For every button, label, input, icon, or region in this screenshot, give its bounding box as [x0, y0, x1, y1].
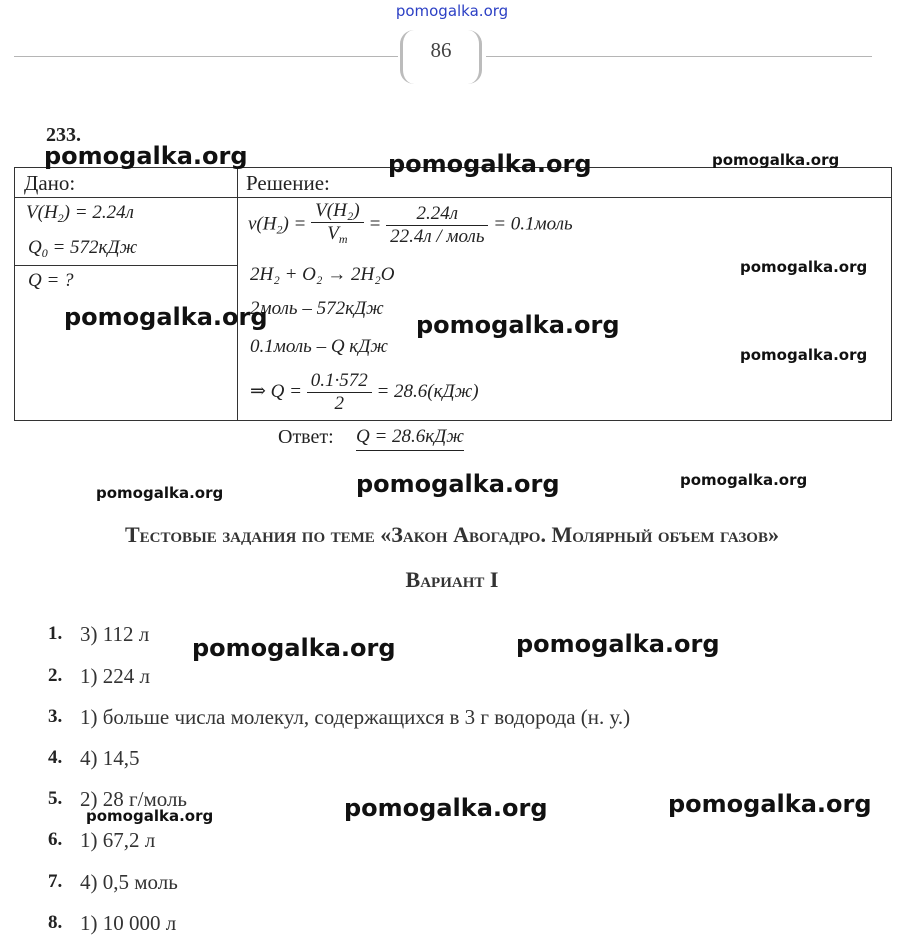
- variant-title: Вариант I: [405, 567, 499, 592]
- watermark: pomogalka.org: [388, 150, 592, 178]
- fraction-numeric: [386, 203, 488, 248]
- given-heat-lhs: Q: [28, 237, 42, 258]
- heat-result: = 28.6(кДж): [376, 380, 479, 402]
- given-label: Дано:: [24, 171, 76, 195]
- molar-volume-sub: m: [338, 232, 348, 246]
- watermark: pomogalka.org: [668, 790, 872, 818]
- watermark: pomogalka.org: [356, 470, 560, 498]
- given-heat-sub: 0: [41, 246, 48, 260]
- fraction-volume-num: V(H₂): [311, 200, 364, 223]
- item-answer-5: 2) 28 г/моль: [80, 787, 188, 811]
- molar-volume-symbol: V: [327, 223, 339, 244]
- site-header-link[interactable]: pomogalka.org: [395, 2, 509, 20]
- item-number-1: 1.: [48, 623, 63, 644]
- watermark: pomogalka.org: [344, 794, 548, 822]
- heat-lhs: ⇒ Q =: [250, 380, 302, 402]
- test-section-title: Тестовые задания по теме «Закон Авогадро. Молярный объем газов»: [125, 522, 779, 547]
- answer-value: Q = 28.6кДж: [356, 426, 464, 451]
- fraction-volume-den: [311, 223, 364, 250]
- given-volume-sub: H: [43, 202, 58, 223]
- find-quantity: Q = ?: [28, 270, 74, 291]
- watermark: pomogalka.org: [712, 151, 840, 169]
- item-answer-7: 4) 0,5 моль: [80, 870, 178, 894]
- fraction-volume-ratio: [311, 200, 364, 250]
- given-heat: [28, 237, 137, 261]
- given-volume-rhs: ) = 2.24л: [63, 202, 134, 223]
- given-volume-sub2: 2: [57, 211, 64, 225]
- moles-lhs: ν(H: [248, 213, 277, 235]
- watermark: pomogalka.org: [740, 258, 868, 276]
- item-number-6: 6.: [48, 829, 63, 850]
- watermark: pomogalka.org: [516, 630, 720, 658]
- solution-label: Решение:: [246, 171, 330, 195]
- given-volume-lhs: V: [26, 202, 38, 223]
- solution-line-heat: [250, 370, 479, 415]
- item-answer-4: 4) 14,5: [80, 746, 140, 770]
- fraction-numeric-num: 2.24л: [386, 203, 488, 226]
- answer-label: Ответ:: [278, 426, 334, 448]
- item-answer-6: 1) 67,2 л: [80, 828, 156, 852]
- moles-result: = 0.1моль: [493, 213, 573, 235]
- given-heat-rhs: = 572кДж: [47, 237, 138, 258]
- watermark: pomogalka.org: [740, 346, 868, 364]
- watermark: pomogalka.org: [416, 311, 620, 339]
- fraction-heat-den: 2: [334, 393, 344, 414]
- watermark: pomogalka.org: [96, 484, 224, 502]
- item-number-2: 2.: [48, 665, 63, 686]
- fraction-heat-num: 0.1·572: [307, 370, 372, 393]
- given-volume: $V(H_2) = 2.24л$: [26, 202, 134, 225]
- proportion-line-2: 0.1моль – Q кДж: [250, 336, 388, 357]
- item-answer-8: 1) 10 000 л: [80, 911, 177, 935]
- watermark: pomogalka.org: [192, 634, 396, 662]
- moles-lhs-sub: 2: [276, 222, 283, 237]
- watermark: pomogalka.org: [680, 471, 808, 489]
- header-rule-left: [14, 56, 398, 57]
- item-answer-3: 1) больше числа молекул, содержащихся в 3 г водорода (н. у.): [80, 705, 631, 729]
- watermark: pomogalka.org: [86, 807, 214, 825]
- table-header-divider: [14, 197, 892, 198]
- watermark: pomogalka.org: [44, 142, 248, 170]
- given-find-divider: [14, 265, 238, 266]
- item-number-5: 5.: [48, 788, 63, 809]
- header-rule-right: [486, 56, 872, 57]
- problem-number: 233.: [46, 124, 81, 146]
- reaction-equation: 2H₂ + O₂ → 2H₂O: [250, 264, 395, 285]
- item-number-8: 8.: [48, 912, 63, 933]
- fraction-heat: [307, 370, 372, 415]
- watermark: pomogalka.org: [64, 303, 268, 331]
- page-number: 86: [430, 38, 452, 62]
- item-number-3: 3.: [48, 706, 63, 727]
- fraction-numeric-den: 22.4л / моль: [390, 225, 485, 247]
- moles-eq: ) =: [282, 213, 307, 235]
- item-answer-2: 1) 224 л: [80, 664, 150, 688]
- item-number-4: 4.: [48, 747, 63, 768]
- item-answer-1: 3) 112 л: [80, 622, 150, 646]
- solution-line-moles: $\nu(H_2)$ = $\frac{\text{V(H₂)}}{V_m}$ = $\frac{2.24л}{\text{22.4л / моль}}$ = 0.1моль: [248, 200, 573, 250]
- proportion-line-1: 2моль – 572кДж: [250, 298, 384, 319]
- item-number-7: 7.: [48, 871, 63, 892]
